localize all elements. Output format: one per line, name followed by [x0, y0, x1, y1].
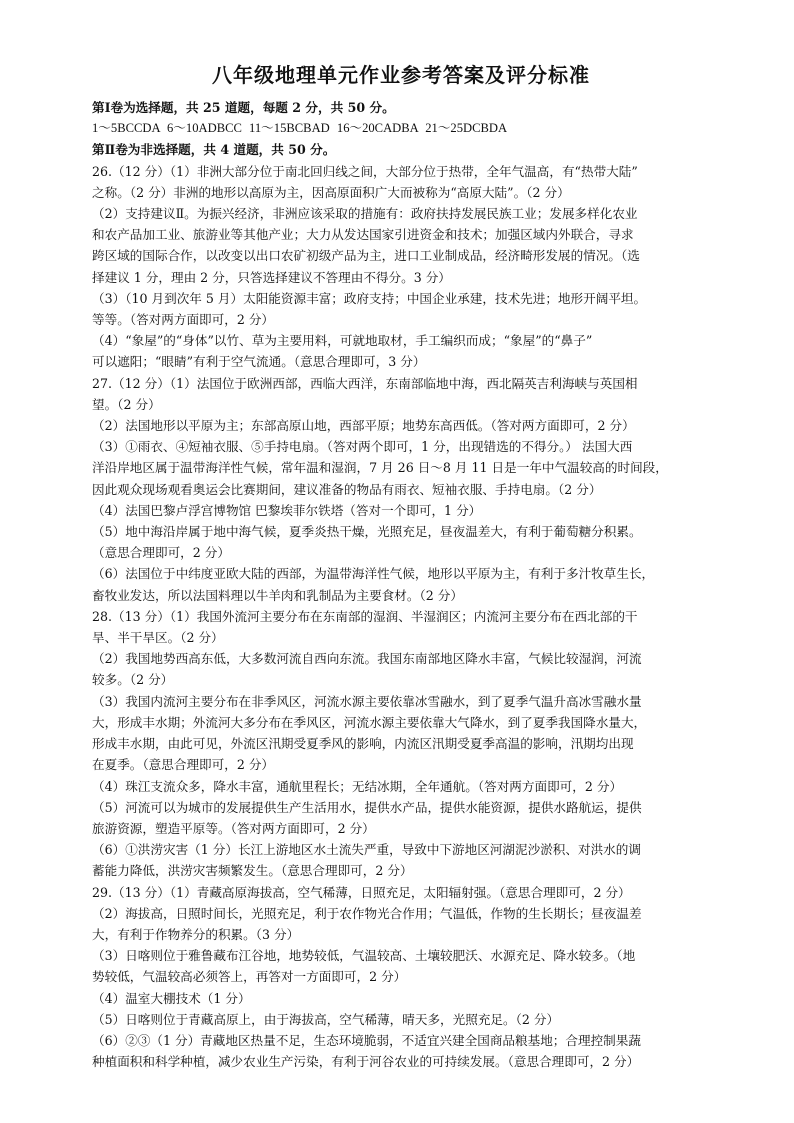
q28-line: （3）我国内流河主要分布在非季风区，河流水源主要依靠冰雪融水，到了夏季气温升高冰雪融水量	[92, 693, 642, 709]
page-title: 八年级地理单元作业参考答案及评分标准	[212, 63, 590, 87]
q26-line: （4）“象屋”的“身体”以竹、草为主要用料，可就地取材，手工编织而成；“象屋”的“鼻子”	[92, 333, 593, 349]
q29-line: （2）海拔高，日照时间长，光照充足，利于农作物光合作用；气温低，作物的生长期长；昼夜温差	[92, 905, 642, 921]
q29-line: （4）温室大棚技术（1 分）	[92, 990, 251, 1006]
q27-line: （5）地中海沿岸属于地中海气候，夏季炎热干燥，光照充足，昼夜温差大，有利于葡萄糖分积累。	[92, 524, 642, 540]
section-1-header: 第Ⅰ卷为选择题，共 25 道题，每题 2 分，共 50 分。	[92, 100, 395, 115]
q27-line: （6）法国位于中纬度亚欧大陆的西部，为温带海洋性气候，地形以平原为主，有利于多汁牧草生长，	[92, 566, 655, 582]
q28-line: 28.（13 分）（1）我国外流河主要分布在东南部的湿润、半湿润区；内流河主要分布在西北部的干	[92, 608, 638, 624]
q26-line: 之称。（2 分）非洲的地形以高原为主，因高原面积广大而被称为“高原大陆”。（2 分）	[92, 184, 570, 200]
q27-line: 望。（2 分）	[92, 396, 161, 412]
q28-line: 旱、半干旱区。（2 分）	[92, 630, 224, 646]
q29-line: （3）日喀则位于雅鲁藏布江谷地，地势较低，气温较高、土壤较肥沃、水源充足、降水较多。（地	[92, 948, 636, 964]
q27-line: 因此观众现场观看奥运会比赛期间，建议准备的物品有雨衣、短袖衣服、手持电扇。（2 分）	[92, 481, 602, 497]
q29-line: 29.（13 分）（1）青藏高原海拔高，空气稀薄，日照充足，太阳辐射强。（意思合理即可，2 分）	[92, 884, 631, 900]
q27-line: 27.（12 分）（1）法国位于欧洲西部，西临大西洋，东南部临地中海，西北隔英吉利海峡与英国相	[92, 375, 638, 391]
q27-line: （意思合理即可，2 分）	[92, 545, 230, 561]
q29-line: 势较低，气温较高必须答上，再答对一方面即可，2 分）	[92, 969, 407, 985]
q26-line: （2）支持建议Ⅱ。为振兴经济，非洲应该采取的措施有：政府扶持发展民族工业；发展多样化农业	[92, 206, 638, 222]
q26-line: （3）（10 月到次年 5 月）太阳能资源丰富；政府支持；中国企业承建，技术先进；地形开阔平坦。	[92, 290, 647, 306]
q28-line: 形成丰水期，由此可见，外流区汛期受夏季风的影响，内流区汛期受夏季高温的影响，汛期均出现	[92, 736, 634, 752]
q28-line: （6）①洪涝灾害（1 分）长江上游地区水土流失严重，导致中下游地区河湖泥沙淤积、对洪水的调	[92, 842, 641, 858]
q28-line: （2）我国地势西高东低，大多数河流自西向东流。我国东南部地区降水丰富，气候比较湿润，河流	[92, 651, 642, 667]
q28-line: （5）河流可以为城市的发展提供生产生活用水，提供水产品，提供水能资源，提供水路航运，提供	[92, 799, 642, 815]
q26-line: 可以遮阳；“眼睛”有利于空气流通。（意思合理即可，3 分）	[92, 354, 426, 370]
q28-line: 旅游资源，塑造平原等。（答对两方面即可，2 分）	[92, 820, 375, 836]
q26-line: 和农产品加工业、旅游业等其他产业；大力从发达国家引进资金和技术；加强区域内外联合，寻求	[92, 227, 634, 243]
q28-line: 大，形成丰水期；外流河大多分布在季风区，河流水源主要依靠大气降水，到了夏季我国降水量大，	[92, 714, 647, 730]
choice-answers: 1～5BCCDA 6～10ADBCC 11～15BCBAD 16～20CADBA 21～25DCBDA	[92, 121, 508, 136]
q27-line: （2）法国地形以平原为主；东部高原山地，西部平原；地势东高西低。（答对两方面即可，2 分）	[92, 418, 635, 434]
q27-line: 畜牧业发达，所以法国料理以牛羊肉和乳制品为主要食材。（2 分）	[92, 587, 463, 603]
q28-line: 在夏季。（意思合理即可，2 分）	[92, 757, 275, 773]
q28-line: （4）珠江支流众多，降水丰富，通航里程长；无结冰期，全年通航。（答对两方面即可，2 分）	[92, 778, 623, 794]
q27-line: 洋沿岸地区属于温带海洋性气候，常年温和湿润，7 月 26 日～8 月 11 日是一年中气温较高的时间段，	[92, 460, 668, 476]
q29-line: 种植面积和科学种植，减少农业生产污染，有利于河谷农业的可持续发展。（意思合理即可，2 分）	[92, 1054, 640, 1070]
q26-line: 26.（12 分）（1）非洲大部分位于南北回归线之间，大部分位于热带，全年气温高，有“热带大陆”	[92, 163, 638, 179]
q27-line: （4）法国巴黎卢浮宫博物馆 巴黎埃菲尔铁塔（答对一个即可，1 分）	[92, 502, 482, 518]
q26-line: 等等。（答对两方面即可，2 分）	[92, 312, 275, 328]
q29-line: 大，有利于作物养分的积累。（3 分）	[92, 926, 300, 942]
section-2-header: 第Ⅱ卷为非选择题，共 4 道题，共 50 分。	[92, 142, 336, 158]
q28-line: 较多。（2 分）	[92, 672, 174, 688]
q26-line: 择建议 1 分，理由 2 分，只答选择建议不答理由不得分。3 分）	[92, 269, 451, 285]
q29-line: （5）日喀则位于青藏高原上，由于海拔高，空气稀薄，晴天多，光照充足。（2 分）	[92, 1011, 560, 1027]
q28-line: 蓄能力降低，洪涝灾害频繁发生。（意思合理即可，2 分）	[92, 863, 413, 879]
q29-line: （6）②③（1 分）青藏地区热量不足，生态环境脆弱，不适宜兴建全国商品粮基地；合理控制果蔬	[92, 1032, 641, 1048]
q26-line: 跨区域的国际合作，以改变以出口农矿初级产品为主，进口工业制成品，经济畸形发展的情况。（选	[92, 248, 640, 264]
q27-line: （3）①雨衣、④短袖衣服、⑤手持电扇。（答对两个即可，1 分，出现错选的不得分。） 法国大西	[92, 439, 633, 455]
